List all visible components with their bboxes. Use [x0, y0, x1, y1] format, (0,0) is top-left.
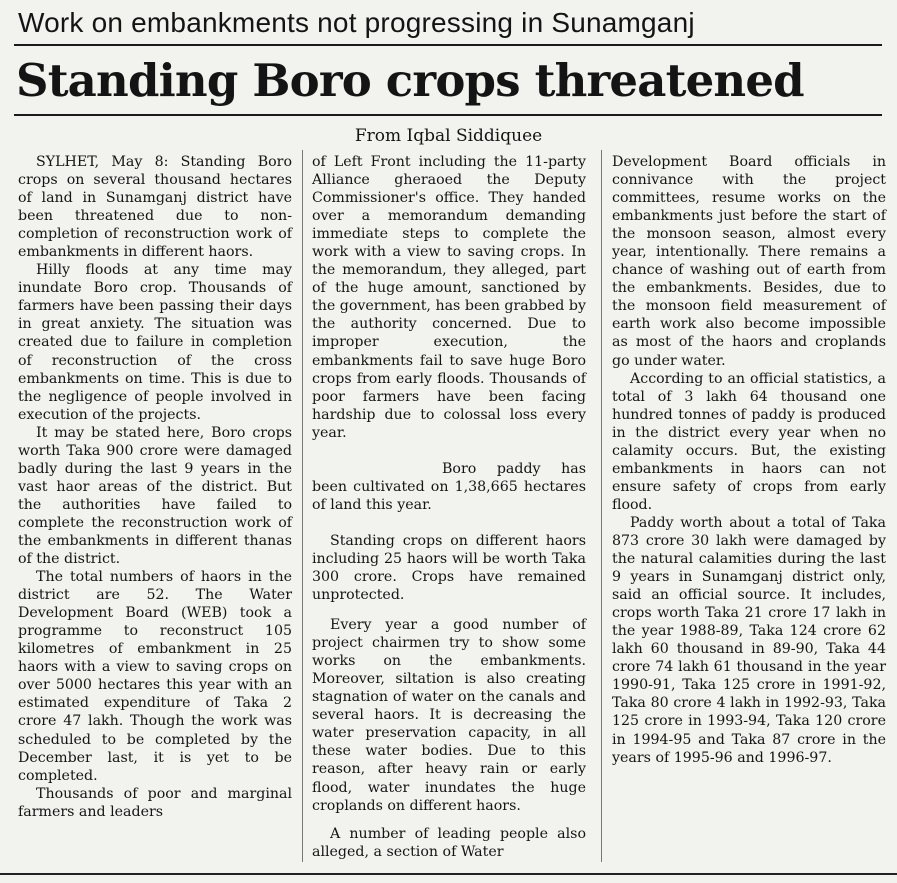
paragraph: Boro paddy has been cultivated on 1,38,665 hectares of land this year. [312, 460, 586, 513]
headline-rule [14, 114, 882, 116]
byline: From Iqbal Siddiquee [354, 126, 543, 146]
paragraph: Hilly floods at any time may inundate Boro crop. Thousands of farmers have been passing their days in great anxiety. The situation was created due to failure in completion of reconstruction of the cross embankments on time. This is due to the negligence of people involved in execution of the projects. [18, 262, 292, 423]
paragraph: SYLHET, May 8: Standing Boro crops on several thousand hectares of land in Sunamganj district have been threatened due to non-completion of reconstruction work of embankments in different haors. [18, 154, 292, 261]
main-headline: Standing Boro crops threatened [16, 54, 804, 107]
paragraph: Thousands of poor and marginal farmers and leaders [18, 785, 292, 820]
paragraph: According to an official statistics, a total of 3 lakh 64 thousand one hundred tonnes of paddy is produced in the district every year when no calamity occurs. But, the existing embankments in haors can not ensure safety of crops from early flood. [612, 370, 886, 513]
paragraph: Standing crops on different haors including 25 haors will be worth Taka 300 crore. Crops have remained unprotected. [312, 532, 586, 604]
bottom-rule [0, 873, 897, 875]
paragraph: Paddy worth about a total of Taka 873 crore 30 lakh were damaged by the natural calamities during the last 9 years in Sunamganj district only, said an official source. It includes, crops worth Taka 21 crore 17 lakh in the year 1988-89, Taka 124 crore 62 lakh 60 thousand in 89-90, Taka 44 crore 74 lakh 61 thousand in the year 1990-91, Taka 125 crore in 1991-92, Taka 80 crore 4 lakh in 1992-93, Taka 125 crore in 1993-94, Taka 120 crore in 1994-95 and Taka 87 crore in the years of 1995-96 and 1996-97. [612, 514, 886, 766]
paragraph: of Left Front including the 11-party Alliance gheraoed the Deputy Commissioner's office. They handed over a memorandum demanding immediate steps to complete the work with a view to saving crops. In the memorandum, they alleged, part of the huge amount, sanctioned by the government, has been grabbed by the authority concerned. Due to improper execution, the embankments fail to save huge Boro crops from early floods. Thousands of poor farmers have been facing hardship due to colossal loss every year. [312, 154, 586, 441]
column-divider [302, 150, 303, 862]
paragraph: A number of leading people also alleged, a section of Water [312, 825, 586, 860]
paragraph: It may be stated here, Boro crops worth Taka 900 crore were damaged badly during the last 9 years in the vast haor areas of the district. But the authorities have failed to complete the reconstruction work of the embankments in different thanas of the district. [18, 424, 292, 568]
article-column-3 [612, 153, 886, 767]
kicker-headline: Work on embankments not progressing in Sunamganj [18, 7, 695, 38]
column-divider [601, 150, 602, 862]
kicker-rule [14, 44, 882, 46]
article-column-1 [18, 153, 292, 821]
paragraph: Development Board officials in connivance with the project committees, resume works on the embankments just before the start of the monsoon season, almost every year, intentionally. There remains a chance of washing out of earth from the embankments. Besides, due to the monsoon field measurement of earth work also become impossible as most of the haors and croplands go under water. [612, 154, 886, 369]
paragraph: The total numbers of haors in the district are 52. The Water Development Board (WEB) took a programme to reconstruct 105 kilometres of embankment in 25 haors with a view to saving crops on over 5000 hectares this year with an estimated expenditure of Taka 2 crore 47 lakh. Though the work was scheduled to be completed by the December last, it is yet to be completed. [18, 569, 292, 784]
article-column-2 [312, 153, 586, 861]
paragraph: Every year a good number of project chairmen try to show some works on the embankments. Moreover, siltation is also creating stagnation of water on the canals and several haors. It is decreasing the water preservation capacity, in all these water bodies. Due to this reason, after heavy rain or early flood, water inundates the huge croplands on different haors. [312, 617, 586, 814]
